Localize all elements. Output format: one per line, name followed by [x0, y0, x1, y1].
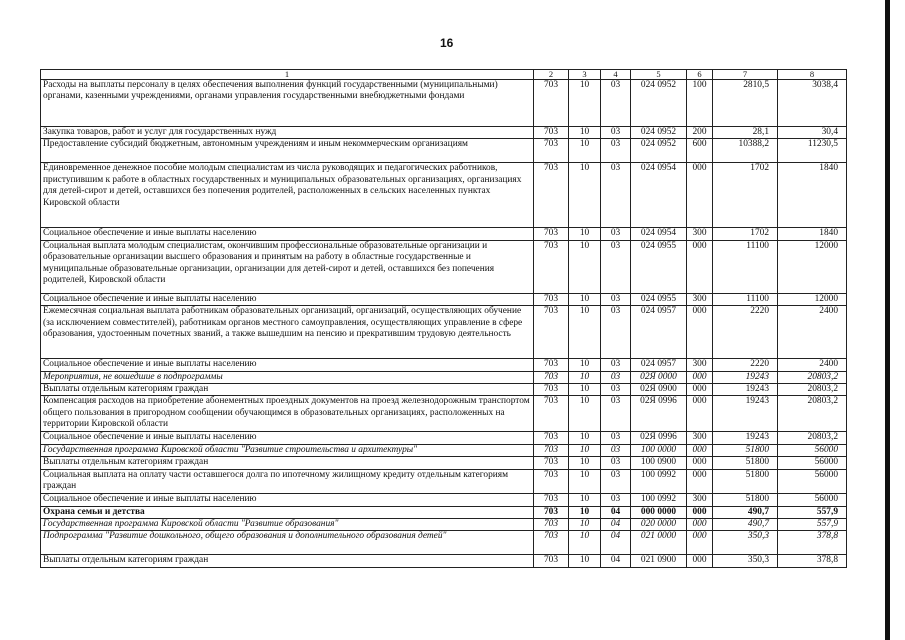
row-amount-2014: 350,3: [713, 531, 778, 555]
row-section: 10: [569, 371, 601, 383]
row-description: Государственная программа Кировской области "Развитие строительства и архитектуры": [41, 444, 534, 456]
table-row: [41, 371, 847, 383]
table-row: [41, 519, 847, 531]
row-subsection: 04: [601, 555, 631, 567]
row-target-item: 100 0992: [631, 493, 687, 506]
row-subsection: 03: [601, 359, 631, 371]
scan-edge-line: [885, 0, 890, 640]
row-expense-type: 000: [687, 457, 713, 469]
row-admin-code: 703: [534, 555, 569, 567]
row-section: 10: [569, 359, 601, 371]
row-subsection: 03: [601, 127, 631, 139]
row-description: Социальное обеспечение и иные выплаты населению: [41, 293, 534, 305]
row-description: Подпрограмма "Развитие дошкольного, общего образования и дополнительного образования детей": [41, 531, 534, 555]
row-description: Охрана семьи и детства: [41, 506, 534, 518]
row-amount-2014: 11100: [713, 293, 778, 305]
row-admin-code: 703: [534, 519, 569, 531]
table-row: [41, 306, 847, 359]
row-subsection: 03: [601, 493, 631, 506]
row-section: 10: [569, 555, 601, 567]
row-expense-type: 300: [687, 493, 713, 506]
row-subsection: 03: [601, 469, 631, 493]
row-subsection: 03: [601, 444, 631, 456]
row-description: Государственная программа Кировской области "Развитие образования": [41, 519, 534, 531]
row-target-item: 024 0955: [631, 240, 687, 293]
row-amount-2014: 490,7: [713, 506, 778, 518]
row-admin-code: 703: [534, 359, 569, 371]
row-description: Мероприятия, не вошедшие в подпрограммы: [41, 371, 534, 383]
table-row: [41, 432, 847, 444]
row-amount-2014: 19243: [713, 432, 778, 444]
row-amount-2015: 56000: [778, 457, 847, 469]
row-description: Социальная выплата молодым специалистам, окончившим профессиональные образовательные организации и образовательные организации высшего образования и принятым на работу в областные государственные и муниципальные образовательные организации, организации для детей-сирот и детей, оставшихся без попечения родителей, Кировской области: [41, 240, 534, 293]
row-amount-2014: 2220: [713, 359, 778, 371]
row-admin-code: 703: [534, 432, 569, 444]
row-target-item: 021 0900: [631, 555, 687, 567]
table-row: [41, 293, 847, 305]
row-amount-2014: 11100: [713, 240, 778, 293]
row-section: 10: [569, 457, 601, 469]
row-subsection: 03: [601, 432, 631, 444]
row-amount-2015: 20803,2: [778, 384, 847, 396]
row-subsection: 03: [601, 240, 631, 293]
row-amount-2014: 51800: [713, 469, 778, 493]
row-amount-2015: 20803,2: [778, 432, 847, 444]
row-target-item: 024 0957: [631, 359, 687, 371]
row-subsection: 03: [601, 384, 631, 396]
row-expense-type: 300: [687, 293, 713, 305]
table-row: [41, 240, 847, 293]
table-row: [41, 555, 847, 567]
row-section: 10: [569, 80, 601, 127]
row-subsection: 04: [601, 519, 631, 531]
row-amount-2014: 1702: [713, 228, 778, 240]
row-target-item: 020 0000: [631, 519, 687, 531]
row-subsection: 04: [601, 531, 631, 555]
row-admin-code: 703: [534, 457, 569, 469]
row-target-item: 024 0957: [631, 306, 687, 359]
row-admin-code: 703: [534, 240, 569, 293]
row-expense-type: 100: [687, 80, 713, 127]
row-amount-2015: 30,4: [778, 127, 847, 139]
row-section: 10: [569, 531, 601, 555]
row-target-item: 024 0952: [631, 139, 687, 163]
table-row: [41, 444, 847, 456]
row-admin-code: 703: [534, 506, 569, 518]
row-amount-2015: 12000: [778, 240, 847, 293]
row-expense-type: 000: [687, 306, 713, 359]
row-admin-code: 703: [534, 396, 569, 432]
row-amount-2014: 51800: [713, 493, 778, 506]
row-subsection: 03: [601, 80, 631, 127]
row-amount-2015: 1840: [778, 163, 847, 228]
row-target-item: 02Я 0996: [631, 396, 687, 432]
row-amount-2014: 19243: [713, 371, 778, 383]
row-amount-2014: 490,7: [713, 519, 778, 531]
row-section: 10: [569, 384, 601, 396]
row-section: 10: [569, 493, 601, 506]
row-target-item: 100 0992: [631, 469, 687, 493]
row-amount-2014: 2220: [713, 306, 778, 359]
table-header-row: [41, 70, 847, 80]
row-admin-code: 703: [534, 306, 569, 359]
row-admin-code: 703: [534, 469, 569, 493]
row-description: Социальное обеспечение и иные выплаты населению: [41, 493, 534, 506]
row-section: 10: [569, 444, 601, 456]
row-amount-2015: 20803,2: [778, 396, 847, 432]
col-header-1: 1: [41, 70, 534, 80]
row-admin-code: 703: [534, 371, 569, 383]
col-header-2: 2: [534, 70, 569, 80]
row-expense-type: 000: [687, 240, 713, 293]
row-target-item: 100 0900: [631, 457, 687, 469]
row-expense-type: 000: [687, 163, 713, 228]
row-description: Предоставление субсидий бюджетным, автономным учреждениям и иным некоммерческим организациям: [41, 139, 534, 163]
row-section: 10: [569, 127, 601, 139]
row-description: Компенсация расходов на приобретение абонементных проездных документов на проезд железнодорожным транспортом общего пользования в пригородном сообщении обучающимся в образовательных организациях, расположенных на территории Кировской области: [41, 396, 534, 432]
col-header-3: 3: [569, 70, 601, 80]
row-section: 10: [569, 469, 601, 493]
row-description: Выплаты отдельным категориям граждан: [41, 457, 534, 469]
row-amount-2015: 2400: [778, 306, 847, 359]
row-description: Единовременное денежное пособие молодым специалистам из числа руководящих и педагогических работников, приступившим к работе в областных государственных и муниципальных образовательных организациях, организациях для детей-сирот и детей, оставшихся без попечения родителей, расположенных в сельских населенных пунктах Кировской области: [41, 163, 534, 228]
row-section: 10: [569, 240, 601, 293]
row-amount-2015: 56000: [778, 469, 847, 493]
row-section: 10: [569, 519, 601, 531]
row-amount-2015: 557,9: [778, 506, 847, 518]
row-admin-code: 703: [534, 163, 569, 228]
row-section: 10: [569, 396, 601, 432]
row-section: 10: [569, 293, 601, 305]
row-admin-code: 703: [534, 384, 569, 396]
row-target-item: 024 0954: [631, 163, 687, 228]
row-target-item: 100 0000: [631, 444, 687, 456]
row-target-item: 021 0000: [631, 531, 687, 555]
row-admin-code: 703: [534, 444, 569, 456]
table-row: [41, 139, 847, 163]
table-row: [41, 359, 847, 371]
row-expense-type: 000: [687, 444, 713, 456]
row-expense-type: 000: [687, 506, 713, 518]
row-amount-2014: 350,3: [713, 555, 778, 567]
table-row: [41, 531, 847, 555]
row-amount-2015: 11230,5: [778, 139, 847, 163]
row-expense-type: 300: [687, 432, 713, 444]
row-expense-type: 000: [687, 531, 713, 555]
row-admin-code: 703: [534, 127, 569, 139]
row-admin-code: 703: [534, 531, 569, 555]
row-amount-2014: 51800: [713, 457, 778, 469]
row-amount-2015: 557,9: [778, 519, 847, 531]
row-expense-type: 000: [687, 519, 713, 531]
row-target-item: 000 0000: [631, 506, 687, 518]
row-description: Выплаты отдельным категориям граждан: [41, 555, 534, 567]
row-subsection: 03: [601, 371, 631, 383]
row-description: Социальное обеспечение и иные выплаты населению: [41, 228, 534, 240]
row-subsection: 03: [601, 306, 631, 359]
row-subsection: 03: [601, 293, 631, 305]
row-amount-2015: 12000: [778, 293, 847, 305]
row-description: Ежемесячная социальная выплата работникам образовательных организаций, организаций, осуществляющих обучение (за исключением совместителей), работникам органов местного самоуправления, осуществляющих управление в сфере образования, удостоенным почетных званий, а также вышедшим на пенсию и прекратившим трудовую деятельность: [41, 306, 534, 359]
row-amount-2014: 2810,5: [713, 80, 778, 127]
row-section: 10: [569, 139, 601, 163]
row-description: Социальное обеспечение и иные выплаты населению: [41, 432, 534, 444]
row-amount-2014: 10388,2: [713, 139, 778, 163]
page-number: 16: [440, 36, 454, 50]
row-subsection: 04: [601, 506, 631, 518]
table-row: [41, 163, 847, 228]
row-subsection: 03: [601, 457, 631, 469]
row-subsection: 03: [601, 163, 631, 228]
row-expense-type: 300: [687, 359, 713, 371]
row-expense-type: 000: [687, 555, 713, 567]
col-header-5: 5: [631, 70, 687, 80]
row-expense-type: 000: [687, 384, 713, 396]
row-target-item: 024 0952: [631, 127, 687, 139]
row-description: Закупка товаров, работ и услуг для государственных нужд: [41, 127, 534, 139]
row-admin-code: 703: [534, 80, 569, 127]
row-amount-2015: 3038,4: [778, 80, 847, 127]
row-target-item: 02Я 0000: [631, 371, 687, 383]
row-amount-2015: 56000: [778, 444, 847, 456]
row-expense-type: 200: [687, 127, 713, 139]
table-row: [41, 493, 847, 506]
col-header-6: 6: [687, 70, 713, 80]
row-amount-2015: 378,8: [778, 531, 847, 555]
row-amount-2015: 2400: [778, 359, 847, 371]
row-amount-2014: 19243: [713, 384, 778, 396]
row-target-item: 024 0952: [631, 80, 687, 127]
row-admin-code: 703: [534, 493, 569, 506]
budget-table: [40, 69, 847, 568]
table-row: [41, 469, 847, 493]
row-description: Расходы на выплаты персоналу в целях обеспечения выполнения функций государственными (муниципальными) органами, казенными учреждениями, органами управления государственными внебюджетными фондами: [41, 80, 534, 127]
row-section: 10: [569, 506, 601, 518]
row-target-item: 02Я 0996: [631, 432, 687, 444]
row-description: Социальная выплата на оплату части оставшегося долга по ипотечному жилищному кредиту отдельным категориям граждан: [41, 469, 534, 493]
row-amount-2014: 1702: [713, 163, 778, 228]
table-row: [41, 457, 847, 469]
col-header-7: 7: [713, 70, 778, 80]
row-section: 10: [569, 432, 601, 444]
row-subsection: 03: [601, 396, 631, 432]
row-target-item: 024 0954: [631, 228, 687, 240]
row-expense-type: 000: [687, 371, 713, 383]
row-amount-2014: 28,1: [713, 127, 778, 139]
table-row: [41, 80, 847, 127]
row-expense-type: 000: [687, 396, 713, 432]
table-row: [41, 228, 847, 240]
row-expense-type: 000: [687, 469, 713, 493]
row-expense-type: 300: [687, 228, 713, 240]
row-amount-2014: 19243: [713, 396, 778, 432]
col-header-4: 4: [601, 70, 631, 80]
row-admin-code: 703: [534, 139, 569, 163]
row-admin-code: 703: [534, 293, 569, 305]
row-amount-2015: 1840: [778, 228, 847, 240]
row-target-item: 02Я 0900: [631, 384, 687, 396]
row-subsection: 03: [601, 228, 631, 240]
row-expense-type: 600: [687, 139, 713, 163]
row-target-item: 024 0955: [631, 293, 687, 305]
row-amount-2015: 56000: [778, 493, 847, 506]
row-section: 10: [569, 306, 601, 359]
row-section: 10: [569, 163, 601, 228]
table-row: [41, 506, 847, 518]
table-row: [41, 384, 847, 396]
row-admin-code: 703: [534, 228, 569, 240]
row-amount-2015: 20803,2: [778, 371, 847, 383]
row-amount-2015: 378,8: [778, 555, 847, 567]
col-header-8: 8: [778, 70, 847, 80]
table-row: [41, 396, 847, 432]
row-description: Выплаты отдельным категориям граждан: [41, 384, 534, 396]
row-section: 10: [569, 228, 601, 240]
row-subsection: 03: [601, 139, 631, 163]
row-amount-2014: 51800: [713, 444, 778, 456]
table-row: [41, 127, 847, 139]
row-description: Социальное обеспечение и иные выплаты населению: [41, 359, 534, 371]
